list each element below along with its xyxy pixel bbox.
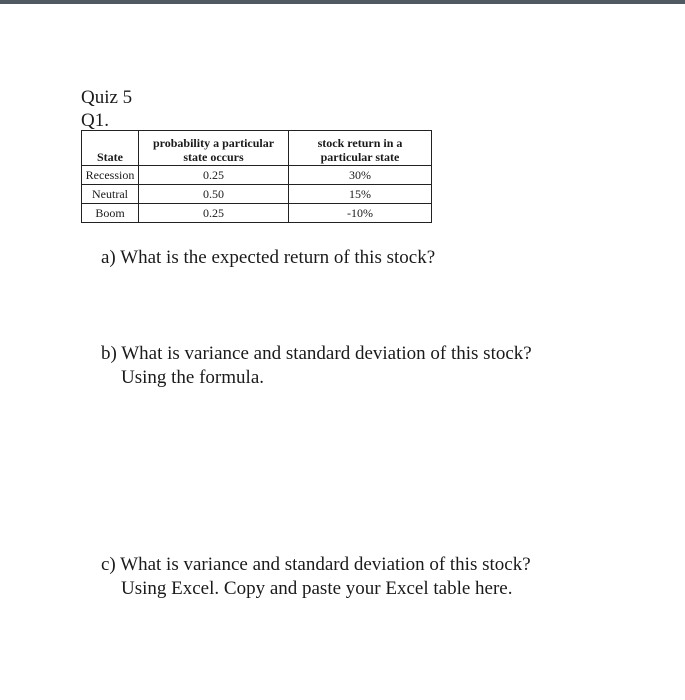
question-a-line1: a) What is the expected return of this stock? <box>101 247 436 268</box>
question-a <box>101 246 435 270</box>
header-return-line1: stock return in a <box>317 136 403 150</box>
cell-return: -10% <box>289 204 432 223</box>
table-row <box>82 166 432 185</box>
question-c <box>101 553 531 601</box>
cell-state: Neutral <box>82 185 139 204</box>
quiz-title: Quiz 5 <box>81 87 133 108</box>
header-probability <box>139 131 289 166</box>
header-state <box>82 131 139 166</box>
top-bar <box>0 0 685 4</box>
cell-return: 30% <box>289 166 432 185</box>
question-b-line1: b) What is variance and standard deviation of this stock? <box>101 343 532 364</box>
question-label: Q1. <box>81 110 109 131</box>
header-probability-line2: state occurs <box>183 150 244 164</box>
table-row <box>82 185 432 204</box>
question-b-line2: Using the formula. <box>121 367 265 388</box>
question-b <box>101 342 532 390</box>
question-c-line1: c) What is variance and standard deviation of this stock? <box>101 554 531 575</box>
header-return <box>289 131 432 166</box>
header-state-label: State <box>97 150 123 164</box>
table-header-row <box>82 131 432 166</box>
cell-state: Recession <box>82 166 139 185</box>
cell-probability: 0.50 <box>139 185 289 204</box>
cell-return: 15% <box>289 185 432 204</box>
state-return-table <box>81 130 432 223</box>
question-c-line2: Using Excel. Copy and paste your Excel table here. <box>121 578 513 599</box>
cell-state: Boom <box>82 204 139 223</box>
cell-probability: 0.25 <box>139 204 289 223</box>
table-row <box>82 204 432 223</box>
cell-probability: 0.25 <box>139 166 289 185</box>
header-probability-line1: probability a particular <box>152 136 275 150</box>
header-return-line2: particular state <box>320 150 400 164</box>
